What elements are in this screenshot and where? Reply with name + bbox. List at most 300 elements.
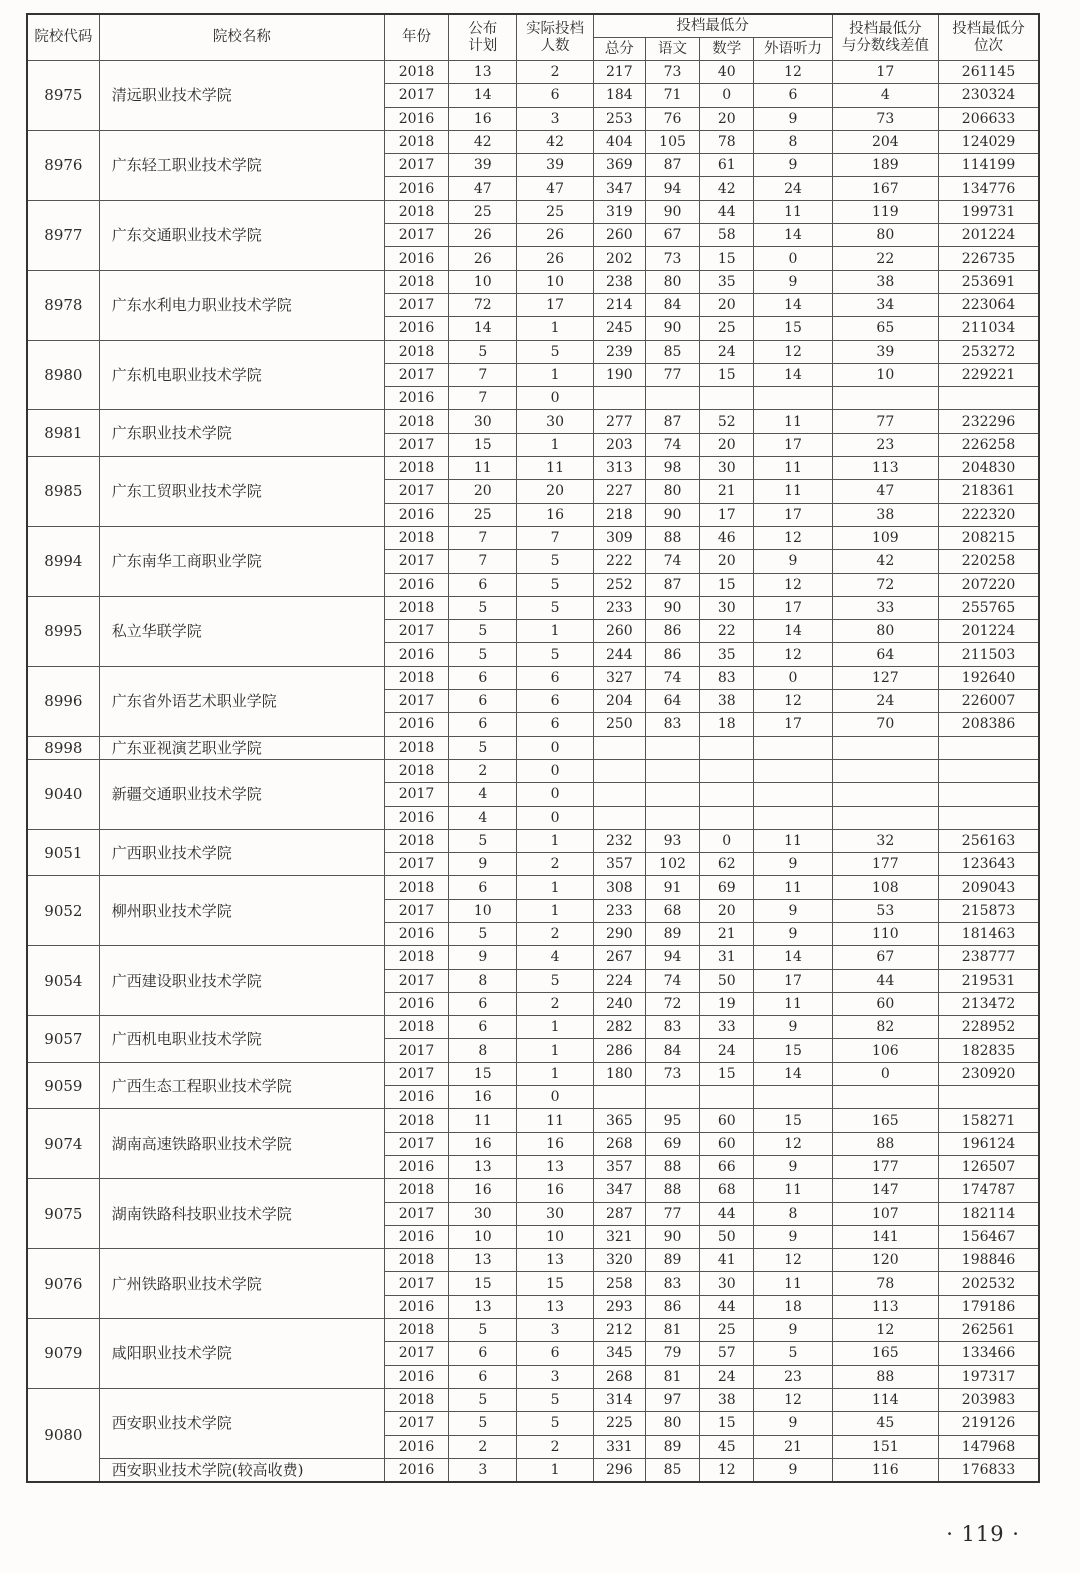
chinese-cell: 90 (645, 1225, 699, 1248)
school-name: 广东机电职业技术学院 (99, 340, 384, 410)
math-cell: 31 (700, 946, 754, 969)
year-cell: 2016 (384, 317, 448, 340)
rank-cell: 181463 (939, 922, 1039, 945)
math-cell: 18 (700, 713, 754, 736)
total-cell: 212 (593, 1319, 645, 1342)
english-cell: 5 (754, 1342, 832, 1365)
admitted-cell: 0 (517, 387, 593, 410)
math-cell: 44 (700, 1295, 754, 1318)
year-cell: 2017 (384, 293, 448, 316)
rank-cell (939, 806, 1039, 829)
plan-cell: 7 (449, 526, 517, 549)
admitted-cell: 42 (517, 130, 593, 153)
plan-cell: 14 (449, 317, 517, 340)
chinese-cell: 86 (645, 1295, 699, 1318)
table-row (27, 829, 1039, 852)
admitted-cell: 6 (517, 84, 593, 107)
english-cell: 9 (754, 922, 832, 945)
rank-cell: 134776 (939, 177, 1039, 200)
school-name: 广东水利电力职业技术学院 (99, 270, 384, 340)
plan-cell: 6 (449, 992, 517, 1015)
year-cell: 2017 (384, 1039, 448, 1062)
year-cell: 2018 (384, 666, 448, 689)
rank-cell: 218361 (939, 480, 1039, 503)
admitted-cell: 10 (517, 1225, 593, 1248)
year-cell: 2017 (384, 1062, 448, 1085)
school-name: 广东亚视演艺职业学院 (99, 736, 384, 759)
chinese-cell: 90 (645, 596, 699, 619)
english-cell: 9 (754, 154, 832, 177)
admitted-cell: 1 (517, 363, 593, 386)
english-cell (754, 387, 832, 410)
rank-cell: 179186 (939, 1295, 1039, 1318)
rank-cell (939, 759, 1039, 782)
school-name: 广东工贸职业技术学院 (99, 457, 384, 527)
math-cell: 60 (700, 1109, 754, 1132)
diff-cell: 38 (832, 270, 938, 293)
plan-cell: 16 (449, 1132, 517, 1155)
admitted-cell: 1 (517, 1062, 593, 1085)
school-name: 广东职业技术学院 (99, 410, 384, 457)
plan-cell: 5 (449, 620, 517, 643)
chinese-cell: 73 (645, 61, 699, 84)
admitted-cell: 6 (517, 1342, 593, 1365)
chinese-cell: 94 (645, 177, 699, 200)
year-cell: 2018 (384, 1179, 448, 1202)
plan-cell: 25 (449, 200, 517, 223)
year-cell: 2018 (384, 200, 448, 223)
admitted-cell: 0 (517, 1086, 593, 1109)
total-cell: 239 (593, 340, 645, 363)
math-cell: 20 (700, 899, 754, 922)
english-cell: 14 (754, 363, 832, 386)
english-cell: 12 (754, 1132, 832, 1155)
admitted-cell: 1 (517, 899, 593, 922)
english-cell: 15 (754, 1109, 832, 1132)
total-cell: 290 (593, 922, 645, 945)
admitted-cell: 26 (517, 247, 593, 270)
school-name: 柳州职业技术学院 (99, 876, 384, 946)
admitted-cell: 5 (517, 596, 593, 619)
chinese-cell (645, 759, 699, 782)
rank-cell: 262561 (939, 1319, 1039, 1342)
admitted-cell: 2 (517, 922, 593, 945)
math-cell: 0 (700, 84, 754, 107)
school-code: 8975 (27, 61, 99, 131)
chinese-cell: 85 (645, 1458, 699, 1482)
chinese-cell: 83 (645, 1016, 699, 1039)
diff-cell: 33 (832, 596, 938, 619)
math-cell: 44 (700, 1202, 754, 1225)
year-cell: 2018 (384, 1109, 448, 1132)
math-cell: 30 (700, 1272, 754, 1295)
admitted-cell: 6 (517, 690, 593, 713)
total-cell: 321 (593, 1225, 645, 1248)
english-cell: 9 (754, 1016, 832, 1039)
year-cell: 2017 (384, 1272, 448, 1295)
total-cell (593, 759, 645, 782)
school-code: 8994 (27, 526, 99, 596)
diff-cell: 42 (832, 550, 938, 573)
plan-cell: 5 (449, 736, 517, 759)
rank-cell: 156467 (939, 1225, 1039, 1248)
school-name: 西安职业技术学院 (99, 1388, 384, 1458)
math-cell: 69 (700, 876, 754, 899)
total-cell: 345 (593, 1342, 645, 1365)
math-cell: 25 (700, 317, 754, 340)
chinese-cell: 83 (645, 713, 699, 736)
chinese-cell: 80 (645, 270, 699, 293)
chinese-cell: 73 (645, 247, 699, 270)
table-row (27, 1062, 1039, 1085)
total-cell: 238 (593, 270, 645, 293)
english-cell: 14 (754, 224, 832, 247)
math-cell: 20 (700, 550, 754, 573)
header-plan: 公布 计划 (449, 14, 517, 61)
admission-table (26, 13, 1040, 1483)
english-cell: 17 (754, 433, 832, 456)
school-name: 湖南高速铁路职业技术学院 (99, 1109, 384, 1179)
rank-cell: 202532 (939, 1272, 1039, 1295)
school-code: 9052 (27, 876, 99, 946)
english-cell: 12 (754, 690, 832, 713)
chinese-cell: 81 (645, 1365, 699, 1388)
plan-cell: 5 (449, 1412, 517, 1435)
school-name: 广东省外语艺术职业学院 (99, 666, 384, 736)
total-cell: 357 (593, 853, 645, 876)
admitted-cell: 1 (517, 317, 593, 340)
chinese-cell: 69 (645, 1132, 699, 1155)
plan-cell: 10 (449, 1225, 517, 1248)
year-cell: 2017 (384, 550, 448, 573)
table-row (27, 457, 1039, 480)
school-name: 私立华联学院 (99, 596, 384, 666)
math-cell: 20 (700, 107, 754, 130)
rank-cell: 215873 (939, 899, 1039, 922)
chinese-cell: 84 (645, 1039, 699, 1062)
admitted-cell: 39 (517, 154, 593, 177)
admitted-cell: 30 (517, 410, 593, 433)
total-cell: 218 (593, 503, 645, 526)
math-cell: 60 (700, 1132, 754, 1155)
admitted-cell: 5 (517, 1388, 593, 1411)
rank-cell: 255765 (939, 596, 1039, 619)
diff-cell: 88 (832, 1132, 938, 1155)
header-min-score-group: 投档最低分 (593, 14, 832, 38)
plan-cell: 15 (449, 433, 517, 456)
total-cell: 308 (593, 876, 645, 899)
total-cell: 214 (593, 293, 645, 316)
rank-cell (939, 387, 1039, 410)
table-row (27, 946, 1039, 969)
year-cell: 2016 (384, 713, 448, 736)
rank-cell: 226007 (939, 690, 1039, 713)
admitted-cell: 13 (517, 1155, 593, 1178)
diff-cell: 114 (832, 1388, 938, 1411)
year-cell: 2016 (384, 1155, 448, 1178)
year-cell: 2016 (384, 177, 448, 200)
total-cell: 347 (593, 1179, 645, 1202)
diff-cell: 165 (832, 1342, 938, 1365)
admitted-cell: 5 (517, 969, 593, 992)
chinese-cell: 97 (645, 1388, 699, 1411)
chinese-cell: 73 (645, 1062, 699, 1085)
english-cell: 11 (754, 829, 832, 852)
plan-cell: 5 (449, 340, 517, 363)
diff-cell: 72 (832, 573, 938, 596)
chinese-cell: 98 (645, 457, 699, 480)
rank-cell (939, 736, 1039, 759)
year-cell: 2017 (384, 1132, 448, 1155)
admitted-cell: 1 (517, 1016, 593, 1039)
admitted-cell: 47 (517, 177, 593, 200)
table-row (27, 666, 1039, 689)
english-cell: 9 (754, 107, 832, 130)
year-cell: 2018 (384, 596, 448, 619)
year-cell: 2018 (384, 1388, 448, 1411)
school-name: 广西机电职业技术学院 (99, 1016, 384, 1063)
chinese-cell: 83 (645, 1272, 699, 1295)
year-cell: 2017 (384, 690, 448, 713)
english-cell: 9 (754, 1458, 832, 1482)
admitted-cell: 0 (517, 759, 593, 782)
school-code: 9054 (27, 946, 99, 1016)
admission-table-sheet (26, 13, 1040, 1483)
diff-cell: 34 (832, 293, 938, 316)
total-cell: 327 (593, 666, 645, 689)
english-cell: 15 (754, 317, 832, 340)
total-cell: 296 (593, 1458, 645, 1482)
diff-cell (832, 1086, 938, 1109)
rank-cell: 182114 (939, 1202, 1039, 1225)
year-cell: 2016 (384, 247, 448, 270)
school-code: 8978 (27, 270, 99, 340)
rank-cell: 256163 (939, 829, 1039, 852)
total-cell: 260 (593, 224, 645, 247)
english-cell: 24 (754, 177, 832, 200)
chinese-cell: 76 (645, 107, 699, 130)
math-cell: 19 (700, 992, 754, 1015)
table-row (27, 1016, 1039, 1039)
admitted-cell: 6 (517, 666, 593, 689)
chinese-cell: 74 (645, 550, 699, 573)
math-cell: 24 (700, 340, 754, 363)
plan-cell: 16 (449, 107, 517, 130)
plan-cell: 7 (449, 363, 517, 386)
total-cell: 319 (593, 200, 645, 223)
school-name: 广东轻工职业技术学院 (99, 130, 384, 200)
diff-cell: 32 (832, 829, 938, 852)
total-cell (593, 783, 645, 806)
english-cell: 9 (754, 1319, 832, 1342)
plan-cell: 16 (449, 1179, 517, 1202)
admitted-cell: 0 (517, 806, 593, 829)
rank-cell: 176833 (939, 1458, 1039, 1482)
year-cell: 2016 (384, 573, 448, 596)
year-cell: 2016 (384, 107, 448, 130)
diff-cell: 73 (832, 107, 938, 130)
english-cell: 11 (754, 1272, 832, 1295)
total-cell: 268 (593, 1132, 645, 1155)
chinese-cell: 102 (645, 853, 699, 876)
year-cell: 2016 (384, 1365, 448, 1388)
header-name: 院校名称 (99, 14, 384, 61)
year-cell: 2017 (384, 1342, 448, 1365)
year-cell: 2018 (384, 270, 448, 293)
diff-cell: 64 (832, 643, 938, 666)
english-cell (754, 736, 832, 759)
header-total: 总分 (593, 38, 645, 61)
plan-cell: 30 (449, 1202, 517, 1225)
plan-cell: 30 (449, 410, 517, 433)
school-code: 9076 (27, 1249, 99, 1319)
chinese-cell: 74 (645, 969, 699, 992)
diff-cell: 113 (832, 457, 938, 480)
plan-cell: 8 (449, 1039, 517, 1062)
plan-cell: 6 (449, 713, 517, 736)
total-cell: 314 (593, 1388, 645, 1411)
diff-cell: 77 (832, 410, 938, 433)
diff-cell: 167 (832, 177, 938, 200)
header-admitted: 实际投档 人数 (517, 14, 593, 61)
math-cell: 20 (700, 433, 754, 456)
diff-cell: 147 (832, 1179, 938, 1202)
english-cell: 11 (754, 1179, 832, 1202)
english-cell: 8 (754, 130, 832, 153)
admitted-cell: 16 (517, 1132, 593, 1155)
rank-cell: 226735 (939, 247, 1039, 270)
rank-cell: 226258 (939, 433, 1039, 456)
admitted-cell: 13 (517, 1249, 593, 1272)
admitted-cell: 20 (517, 480, 593, 503)
chinese-cell: 67 (645, 224, 699, 247)
rank-cell: 204830 (939, 457, 1039, 480)
math-cell: 21 (700, 922, 754, 945)
plan-cell: 5 (449, 922, 517, 945)
admitted-cell: 16 (517, 1179, 593, 1202)
math-cell: 46 (700, 526, 754, 549)
chinese-cell: 84 (645, 293, 699, 316)
year-cell: 2017 (384, 224, 448, 247)
total-cell: 190 (593, 363, 645, 386)
plan-cell: 5 (449, 829, 517, 852)
chinese-cell: 95 (645, 1109, 699, 1132)
diff-cell: 177 (832, 1155, 938, 1178)
plan-cell: 11 (449, 457, 517, 480)
total-cell: 240 (593, 992, 645, 1015)
admitted-cell: 4 (517, 946, 593, 969)
diff-cell: 4 (832, 84, 938, 107)
plan-cell: 6 (449, 666, 517, 689)
total-cell: 347 (593, 177, 645, 200)
chinese-cell (645, 1086, 699, 1109)
diff-cell: 88 (832, 1365, 938, 1388)
math-cell: 21 (700, 480, 754, 503)
chinese-cell: 72 (645, 992, 699, 1015)
english-cell: 14 (754, 293, 832, 316)
diff-cell: 44 (832, 969, 938, 992)
header-code: 院校代码 (27, 14, 99, 61)
total-cell: 258 (593, 1272, 645, 1295)
school-name: 广东南华工商职业学院 (99, 526, 384, 596)
english-cell: 17 (754, 713, 832, 736)
chinese-cell: 89 (645, 922, 699, 945)
admitted-cell: 1 (517, 876, 593, 899)
total-cell: 233 (593, 899, 645, 922)
school-name: 广州铁路职业技术学院 (99, 1249, 384, 1319)
math-cell (700, 1086, 754, 1109)
school-code: 9079 (27, 1319, 99, 1389)
rank-cell: 219531 (939, 969, 1039, 992)
math-cell: 40 (700, 61, 754, 84)
admitted-cell: 5 (517, 340, 593, 363)
chinese-cell: 105 (645, 130, 699, 153)
english-cell: 17 (754, 596, 832, 619)
english-cell: 9 (754, 550, 832, 573)
year-cell: 2018 (384, 410, 448, 433)
chinese-cell: 74 (645, 433, 699, 456)
math-cell: 15 (700, 363, 754, 386)
total-cell (593, 387, 645, 410)
plan-cell: 15 (449, 1272, 517, 1295)
total-cell: 282 (593, 1016, 645, 1039)
diff-cell: 22 (832, 247, 938, 270)
total-cell: 217 (593, 61, 645, 84)
plan-cell: 5 (449, 1388, 517, 1411)
diff-cell: 23 (832, 433, 938, 456)
math-cell: 42 (700, 177, 754, 200)
school-code: 8977 (27, 200, 99, 270)
plan-cell: 13 (449, 61, 517, 84)
diff-cell: 119 (832, 200, 938, 223)
plan-cell: 6 (449, 876, 517, 899)
total-cell: 357 (593, 1155, 645, 1178)
admitted-cell: 2 (517, 61, 593, 84)
plan-cell: 72 (449, 293, 517, 316)
plan-cell: 13 (449, 1295, 517, 1318)
header-diff: 投档最低分 与分数线差值 (832, 14, 938, 61)
plan-cell: 6 (449, 1016, 517, 1039)
diff-cell (832, 759, 938, 782)
admitted-cell: 3 (517, 107, 593, 130)
admitted-cell: 16 (517, 503, 593, 526)
rank-cell: 223064 (939, 293, 1039, 316)
math-cell (700, 806, 754, 829)
chinese-cell: 71 (645, 84, 699, 107)
diff-cell: 10 (832, 363, 938, 386)
math-cell: 38 (700, 690, 754, 713)
chinese-cell: 77 (645, 363, 699, 386)
rank-cell: 261145 (939, 61, 1039, 84)
table-row (27, 340, 1039, 363)
total-cell: 225 (593, 1412, 645, 1435)
total-cell: 331 (593, 1435, 645, 1458)
math-cell: 38 (700, 1388, 754, 1411)
total-cell: 268 (593, 1365, 645, 1388)
total-cell: 267 (593, 946, 645, 969)
rank-cell: 206633 (939, 107, 1039, 130)
chinese-cell: 89 (645, 1435, 699, 1458)
math-cell: 50 (700, 1225, 754, 1248)
school-name: 广西职业技术学院 (99, 829, 384, 876)
table-row (27, 596, 1039, 619)
diff-cell: 151 (832, 1435, 938, 1458)
table-row (27, 200, 1039, 223)
school-code: 8976 (27, 130, 99, 200)
plan-cell: 16 (449, 1086, 517, 1109)
admitted-cell: 1 (517, 433, 593, 456)
plan-cell: 6 (449, 1365, 517, 1388)
